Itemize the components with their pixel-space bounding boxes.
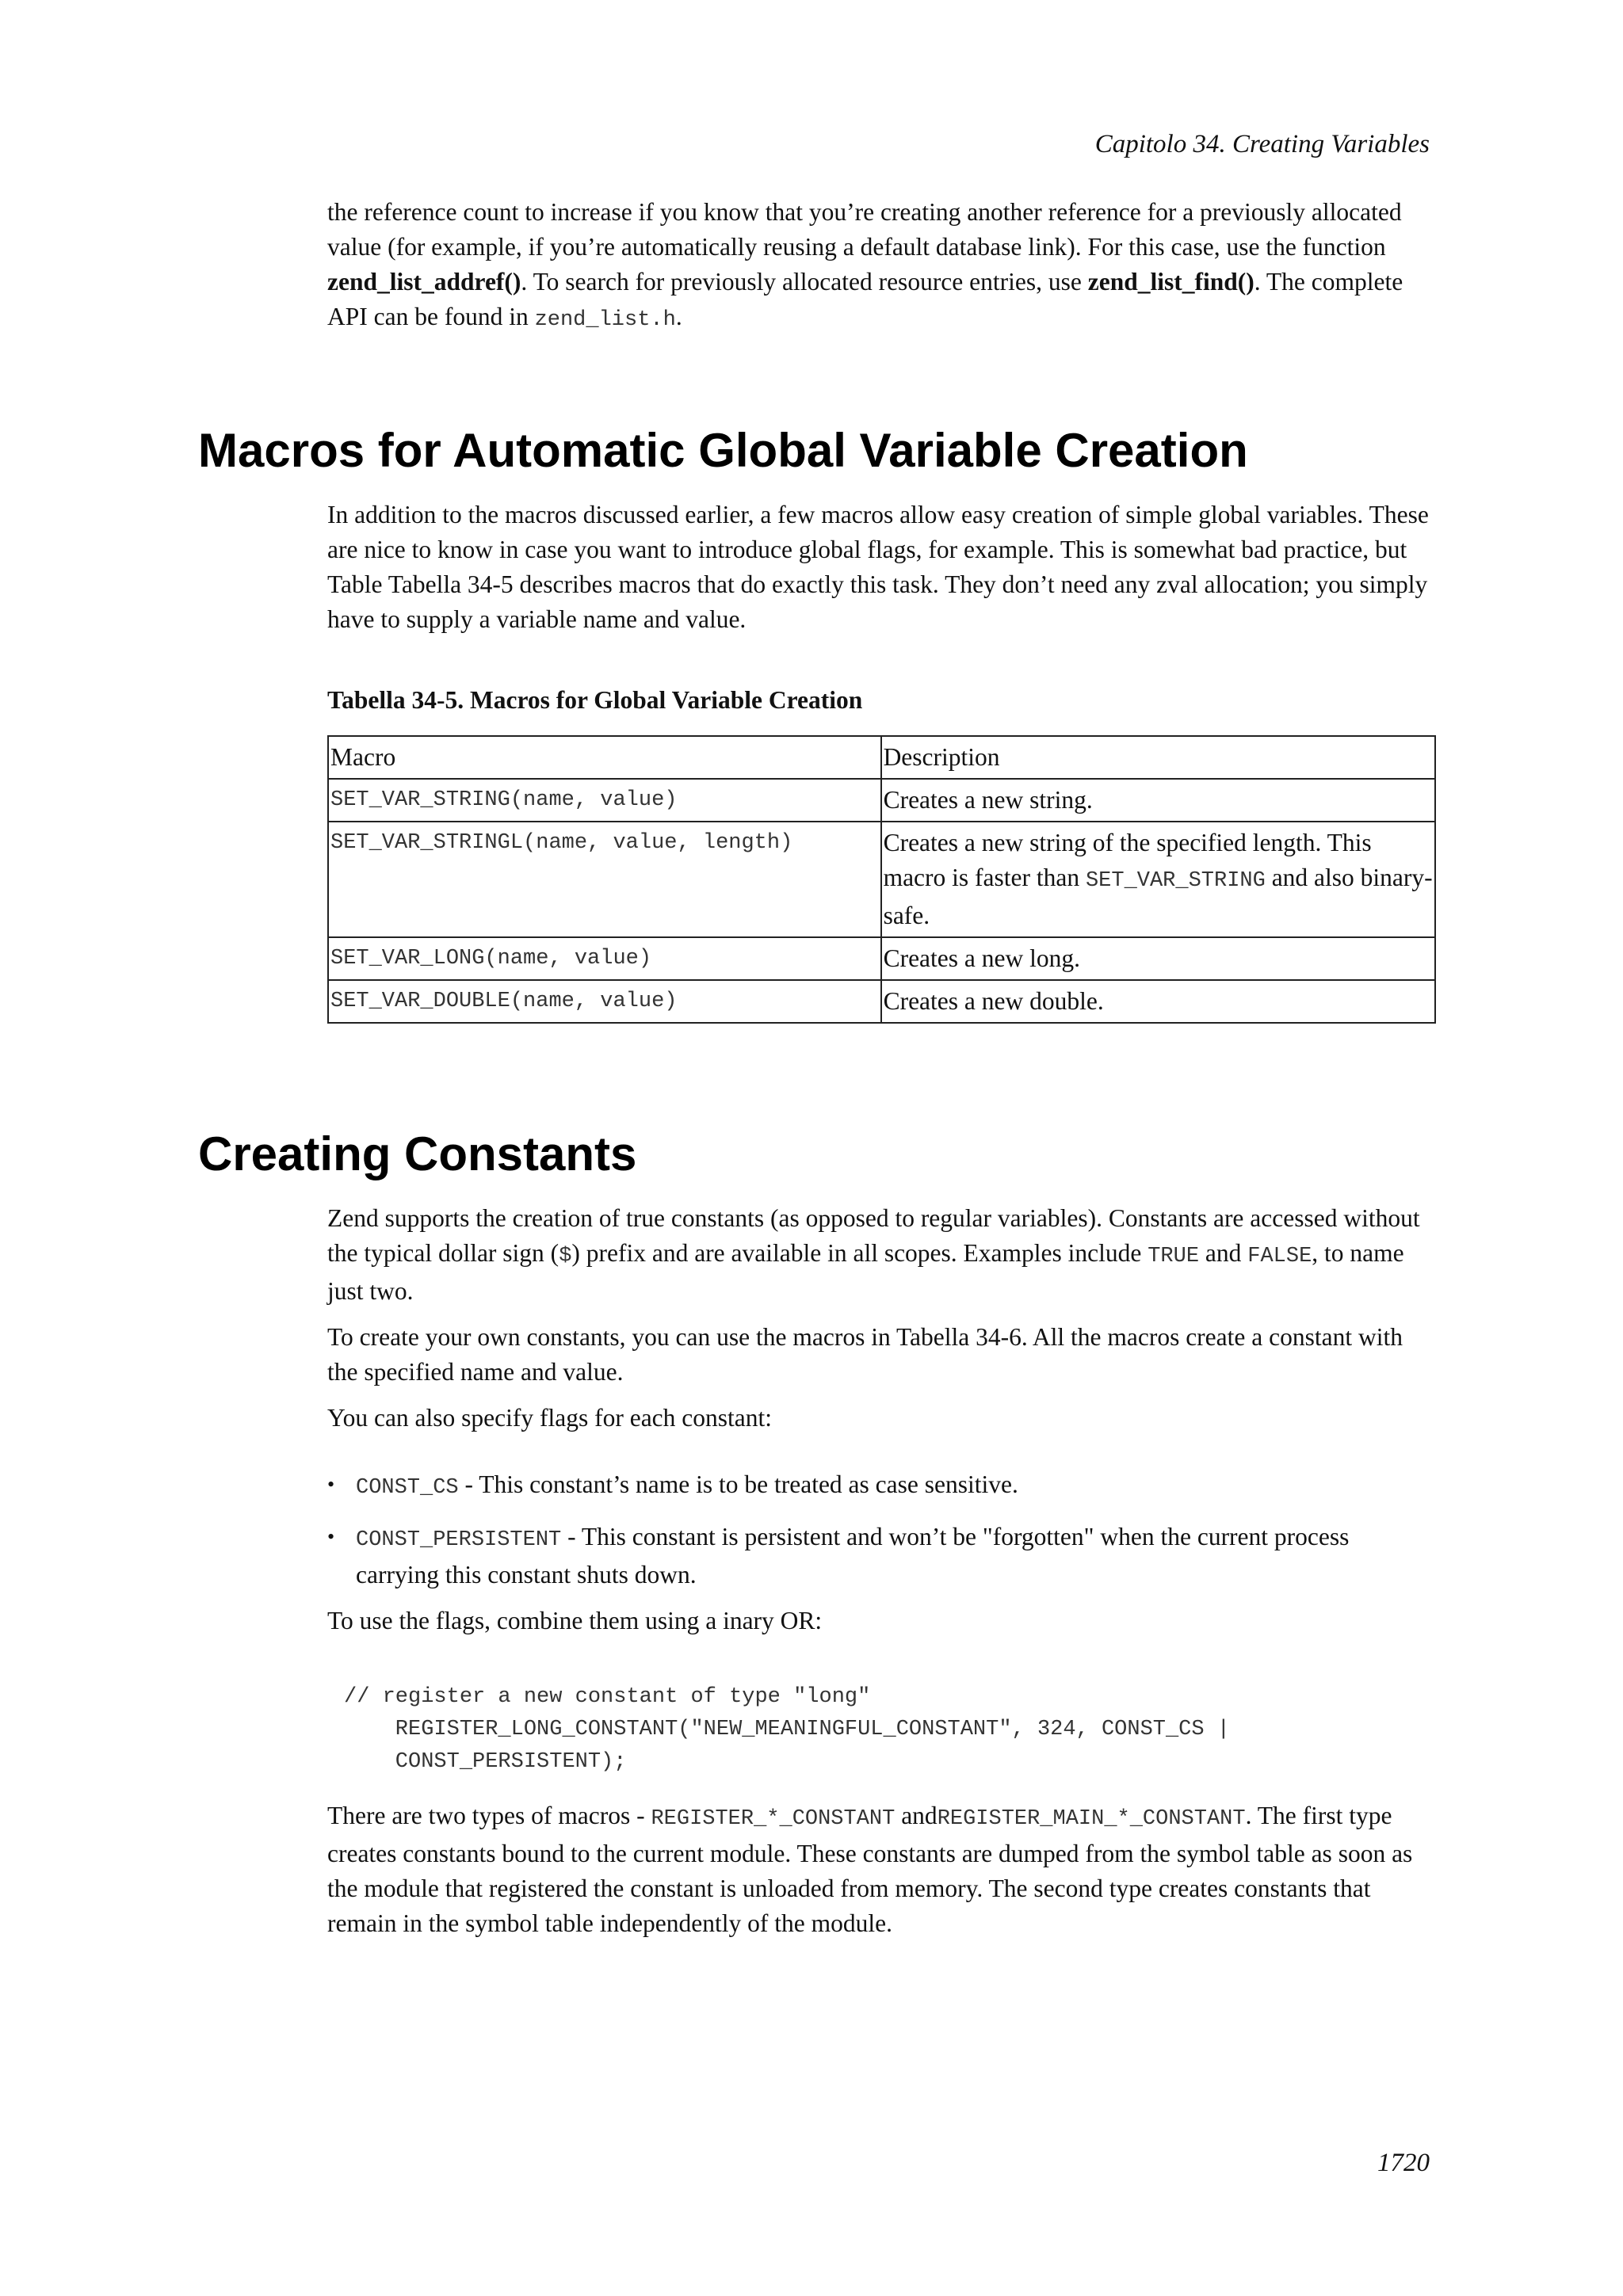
table-row	[328, 822, 1435, 937]
table-cell-macro: SET_VAR_STRING(name, value)	[328, 779, 881, 822]
table-row	[328, 779, 1435, 822]
table-caption: Tabella 34-5. Macros for Global Variable Creation	[327, 686, 863, 714]
intro-text-2: . To search for previously allocated resource entries, use	[521, 268, 1088, 296]
global-macros-paragraph	[327, 498, 1437, 637]
running-header: Capitolo 34. Creating Variables	[1094, 130, 1430, 158]
description-code: SET_VAR_STRING	[1085, 869, 1266, 893]
section-heading-constants: Creating Constants	[198, 1127, 637, 1180]
constants-final-paragraph	[327, 1798, 1437, 1941]
flag-code: CONST_PERSISTENT	[356, 1528, 562, 1552]
text-run: . The first type creates constants bound to the current module. These constants are dumped from the symbol table as soon as the module that registered the constant is unloaded from memory. The second type creates constants that remain in the symbol table independently of the module.	[327, 1802, 1413, 1937]
constants-paragraph-2: To create your own constants, you can use the macros in Tabella 34-6. All the macros create a constant with the specified name and value.	[327, 1323, 1403, 1386]
constants-paragraph-4: To use the flags, combine them using a inary OR:	[327, 1607, 823, 1634]
flag-text: - This constant is persistent and won’t be "forgotten" when the current process carrying this constant shuts down.	[356, 1523, 1350, 1589]
table-cell-description: Creates a new long.	[881, 937, 1435, 980]
false-code: FALSE	[1247, 1245, 1312, 1268]
table-header-description: Description	[881, 736, 1435, 779]
text-run: and	[1199, 1239, 1248, 1267]
list-item	[327, 1467, 1437, 1505]
function-name-addref: zend_list_addref()	[327, 268, 521, 296]
function-name-find: zend_list_find()	[1087, 268, 1254, 296]
constants-body	[327, 1201, 1437, 1638]
dollar-code: $	[559, 1245, 572, 1268]
table-header-row	[328, 736, 1435, 779]
file-name: zend_list.h	[534, 308, 676, 332]
page-number: 1720	[1377, 2149, 1430, 2177]
constants-paragraph-1	[327, 1201, 1437, 1309]
macros-table	[327, 735, 1436, 1024]
table-cell-description	[881, 822, 1435, 937]
flag-code: CONST_CS	[356, 1476, 459, 1500]
table-cell-macro: SET_VAR_DOUBLE(name, value)	[328, 980, 881, 1023]
intro-paragraph	[327, 195, 1437, 338]
table-cell-macro: SET_VAR_LONG(name, value)	[328, 937, 881, 980]
macro-code: REGISTER_MAIN_*_CONSTANT	[937, 1807, 1246, 1831]
list-item	[327, 1520, 1437, 1592]
true-code: TRUE	[1148, 1245, 1200, 1268]
constants-paragraph-3: You can also specify flags for each constant:	[327, 1404, 773, 1432]
table-cell-description: Creates a new string.	[881, 779, 1435, 822]
table-cell-description: Creates a new double.	[881, 980, 1435, 1023]
table-row	[328, 937, 1435, 980]
text-run: , to name just two.	[327, 1239, 1404, 1305]
text-run: Zend supports the creation of true constants (as opposed to regular variables). Constants are accessed without the typical dollar sign (	[327, 1204, 1420, 1267]
table-cell-macro: SET_VAR_STRINGL(name, value, length)	[328, 822, 881, 937]
global-macros-text: In addition to the macros discussed earlier, a few macros allow easy creation of simple global variables. These are nice to know in case you want to introduce global flags, for example. This is somewhat bad practice, but Table Tabella 34-5 describes macros that do exactly this task. They don’t need any zval allocation; you simply have to supply a variable name and value.	[327, 501, 1429, 633]
description-text: and also binary-safe.	[883, 864, 1433, 929]
table-header-macro: Macro	[328, 736, 881, 779]
code-listing: // register a new constant of type "long" REGISTER_LONG_CONSTANT("NEW_MEANINGFUL_CONSTANT", 324, CONST_CS | CONST_PERSISTENT);	[344, 1685, 1230, 1774]
text-run: and	[895, 1802, 938, 1829]
table-row	[328, 980, 1435, 1023]
intro-text-3: . The complete API can be found in	[327, 268, 1403, 330]
intro-text-1: the reference count to increase if you know that you’re creating another reference for a previously allocated value (for example, if you’re automatically reusing a default database link). For this case, use the function	[327, 198, 1402, 261]
text-run: There are two types of macros -	[327, 1802, 651, 1829]
intro-text-4: .	[675, 303, 682, 330]
macro-code: REGISTER_*_CONSTANT	[651, 1807, 896, 1831]
flag-text: - This constant’s name is to be treated as case sensitive.	[458, 1470, 1018, 1498]
flags-list	[327, 1467, 1437, 1592]
description-text: Creates a new string of the specified length. This macro is faster than	[883, 829, 1372, 891]
text-run: ) prefix and are available in all scopes. Examples include	[571, 1239, 1148, 1267]
section-heading-global-macros: Macros for Automatic Global Variable Creation	[198, 424, 1248, 477]
